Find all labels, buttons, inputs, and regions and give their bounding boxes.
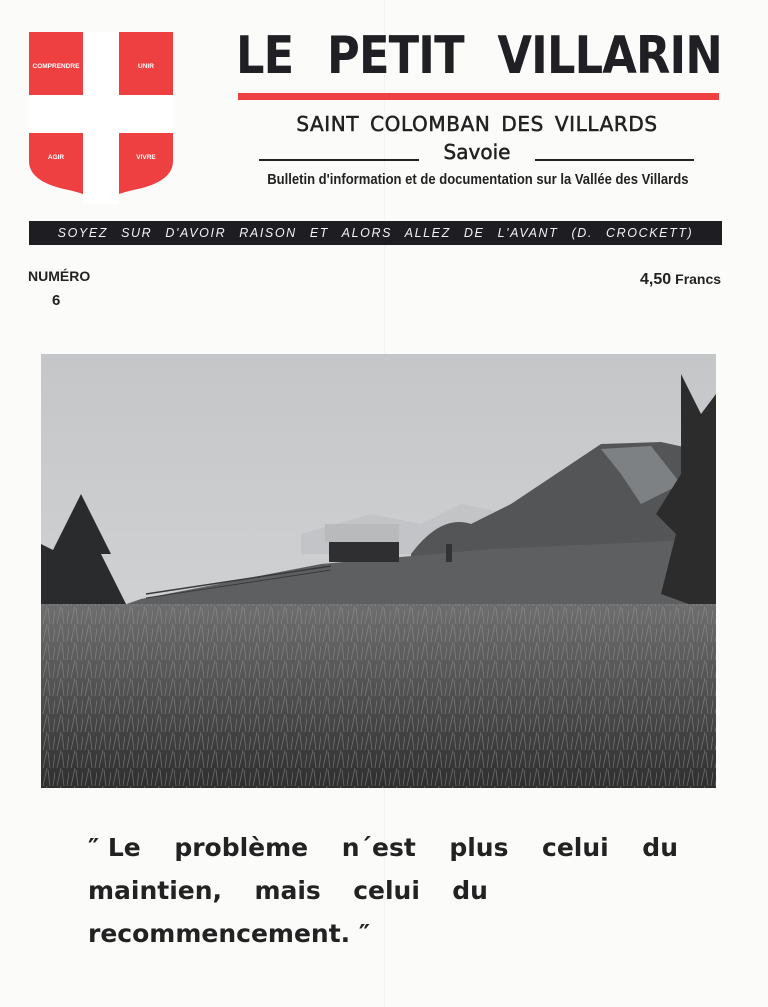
quote-word: celui	[542, 833, 609, 862]
issue-number-label: NUMÉRO	[28, 268, 91, 284]
price	[640, 271, 721, 289]
savoie-shield-logo	[28, 31, 174, 207]
quote-word: celui	[353, 876, 420, 905]
title-word: LE	[236, 26, 294, 86]
quote-word: du	[452, 876, 488, 905]
quote-line	[88, 869, 488, 912]
region-rule-right	[535, 159, 694, 161]
quote-word: maintien,	[88, 876, 223, 905]
region-rule-left	[259, 159, 419, 161]
quote-word: problème	[174, 833, 309, 862]
price-value: 4,50	[640, 271, 672, 288]
svg-text:VIVRE: VIVRE	[136, 154, 156, 161]
quote-word: plus	[449, 833, 509, 862]
town-name: SAINT COLOMBAN DES VILLARDS	[296, 112, 658, 136]
bulletin-subtitle: Bulletin d'information et de documentation sur la Vallée des Villards	[267, 172, 689, 188]
svg-text:UNIR: UNIR	[138, 63, 154, 70]
quote-word: ″ Le	[88, 833, 141, 862]
title-word: VILLARIN	[497, 26, 722, 86]
region-row	[258, 140, 696, 168]
quote-line	[88, 912, 678, 955]
region-name: Savoie	[443, 140, 511, 164]
cover-quote	[88, 826, 678, 955]
quote-line	[88, 826, 678, 869]
motto-banner	[29, 221, 722, 245]
quote-word: mais	[254, 876, 321, 905]
quote-word: n´est	[341, 833, 416, 862]
issue-number: 6	[52, 292, 61, 309]
svg-text:AGIR: AGIR	[47, 154, 65, 161]
title-red-rule	[238, 93, 719, 100]
cover-photograph	[41, 354, 716, 788]
quote-word: du	[642, 833, 678, 862]
motto-text: SOYEZ SUR D'AVOIR RAISON ET ALORS ALLEZ DE L'AVANT (D. CROCKETT)	[57, 226, 694, 240]
price-currency: Francs	[675, 271, 722, 287]
svg-text:COMPRENDRE: COMPRENDRE	[32, 63, 80, 70]
masthead-title	[236, 27, 722, 85]
title-word: PETIT	[327, 26, 464, 86]
quote-word: recommencement. ″	[88, 919, 371, 948]
